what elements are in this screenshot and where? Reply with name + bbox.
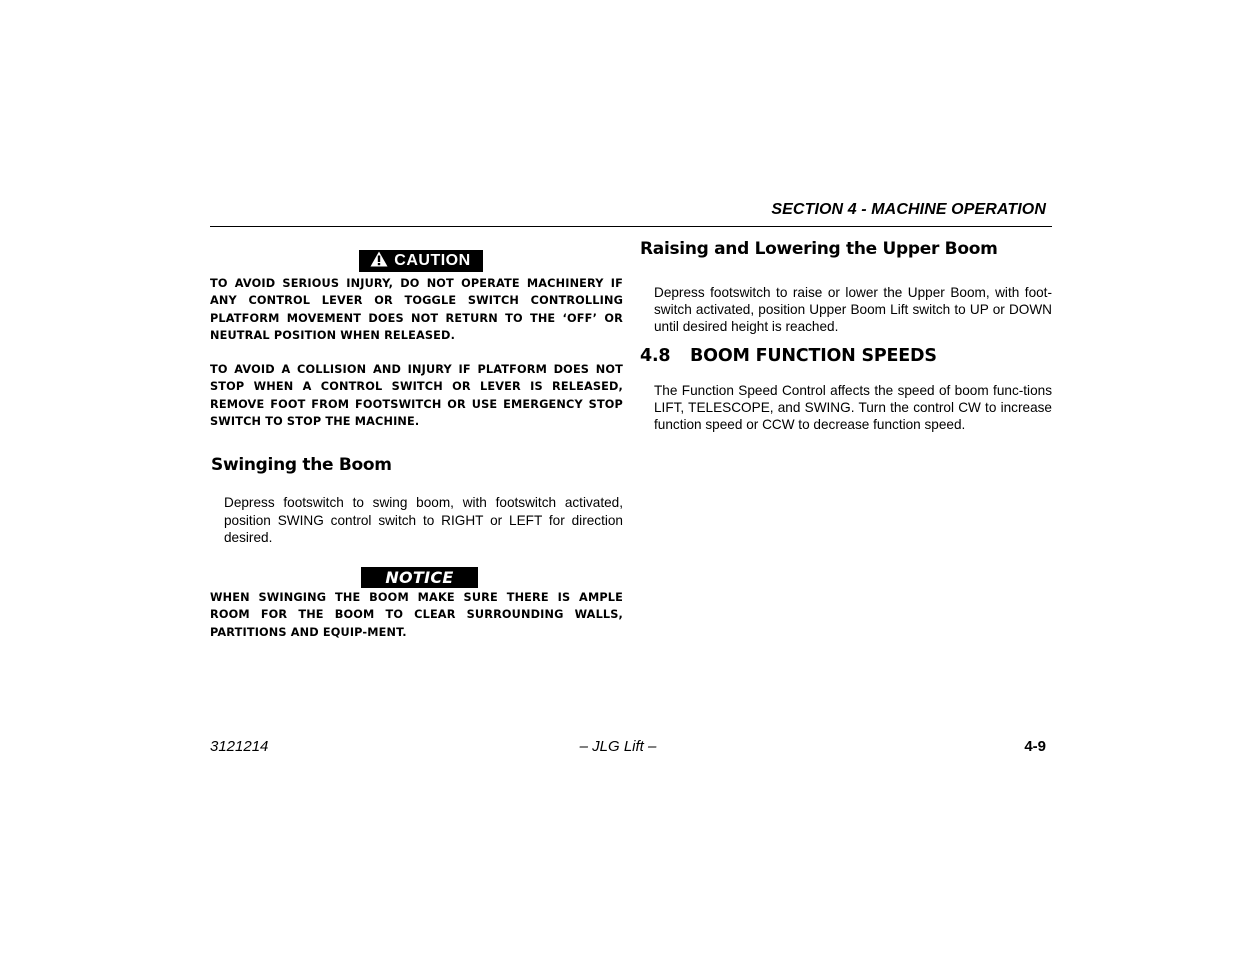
warning-triangle-icon [370,251,388,267]
caution-paragraph-2: TO AVOID A COLLISION AND INJURY IF PLATFORM DOES NOT STOP WHEN A CONTROL SWITCH OR LEVER IS RELEASED, REMOVE FOOT FROM FOOTSWITCH OR USE EMERGENCY STOP SWITCH TO STOP THE MACHINE. [210,363,623,429]
section-heading [640,345,1052,367]
swing-body: Depress footswitch to swing boom, with footswitch activated, position SWING control switch to RIGHT or LEFT for direction desired. [224,495,623,545]
upper-boom-heading: Raising and Lowering the Upper Boom [640,239,998,259]
section-header: SECTION 4 - MACHINE OPERATION [771,201,1046,218]
notice-badge [361,567,478,588]
swing-heading: Swinging the Boom [211,455,392,476]
speeds-body: The Function Speed Control affects the speed of boom func-tions LIFT, TELESCOPE, and SWING. Turn the control CW to increase function speed or CCW to decrease function speed. [654,382,1052,433]
caution-label: CAUTION [394,252,471,269]
right-column [640,238,1052,433]
caution-paragraph-1: TO AVOID SERIOUS INJURY, DO NOT OPERATE MACHINERY IF ANY CONTROL LEVER OR TOGGLE SWITCH CONTROLLING PLATFORM MOVEMENT DOES NOT RETURN TO THE ‘OFF’ OR NEUTRAL POSITION WHEN RELEASED. [210,277,623,342]
caution-badge [359,250,483,272]
notice-text: WHEN SWINGING THE BOOM MAKE SURE THERE IS AMPLE ROOM FOR THE BOOM TO CLEAR SURROUNDING WALLS, PARTITIONS AND EQUIP-MENT. [210,590,623,639]
left-column [210,250,623,641]
notice-label: NOTICE [385,567,454,587]
section-number: 4.8 [640,345,671,366]
header-rule [210,226,1052,227]
footer-page-number: 4-9 [1024,738,1046,755]
footer-center-text: – JLG Lift – [579,738,657,755]
section-title: BOOM FUNCTION SPEEDS [690,345,937,366]
footer-doc-number: 3121214 [210,738,269,755]
upper-boom-body: Depress footswitch to raise or lower the Upper Boom, with foot-switch activated, position Upper Boom Lift switch to UP or DOWN until desired height is reached. [654,285,1052,335]
